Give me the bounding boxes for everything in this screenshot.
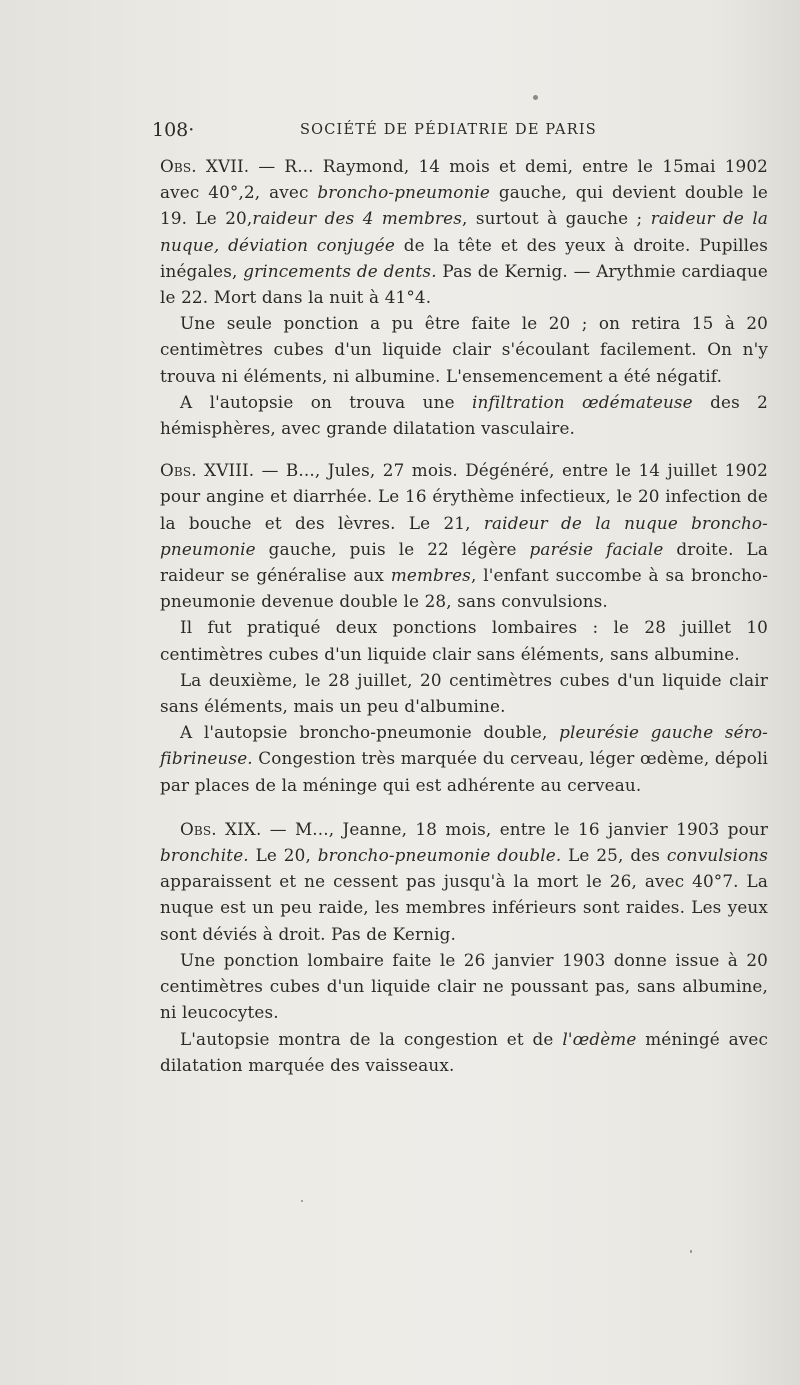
text-run: gauche, puis le 22 légère bbox=[255, 538, 530, 559]
paragraph bbox=[160, 816, 768, 947]
page-number: 108· bbox=[152, 119, 195, 141]
text-run: droite. La raideur se généralise aux bbox=[160, 538, 768, 586]
paragraph bbox=[160, 667, 768, 719]
italic-text: membres bbox=[390, 565, 471, 586]
italic-text: raideur de la nuque broncho-pneumonie bbox=[160, 512, 769, 559]
italic-text: infiltration œdémateuse bbox=[472, 391, 693, 412]
text-run: . XIX. — M..., Jeanne, 18 mois, entre le 16 janvier 1903 pour bbox=[211, 818, 768, 839]
paragraph bbox=[160, 947, 768, 1026]
italic-text: broncho-pneumonie bbox=[317, 182, 491, 203]
text-run: Le 20, bbox=[248, 845, 318, 866]
obs-label: Obs bbox=[160, 460, 192, 481]
text-run: méningé avec dilatation marquée des vaisseaux. bbox=[160, 1028, 768, 1075]
italic-text: parésie faciale bbox=[529, 538, 664, 559]
paragraph bbox=[160, 153, 768, 310]
paragraph bbox=[160, 310, 768, 389]
paragraph bbox=[160, 614, 768, 666]
obs-label: Obs bbox=[160, 156, 192, 176]
text-run: . XVIII. — B..., Jules, 27 mois. Dégénéré, entre le 14 juillet 1902 pour angine et diarrhée. Le 16 érythème infectieux, le 20 infection de la bouche et des lèvres. Le 21, bbox=[160, 460, 768, 533]
obs-label: Obs bbox=[180, 818, 212, 839]
text-run: , l'enfant succombe à sa broncho-pneumonie devenue double le 28, sans convulsions. bbox=[160, 565, 769, 612]
paragraph bbox=[160, 719, 768, 798]
text-run: A l'autopsie broncho-pneumonie double, bbox=[180, 722, 560, 743]
italic-text: raideur de la nuque, déviation conjugée bbox=[160, 208, 768, 255]
text-run: La deuxième, le 28 juillet, 20 centimètres cubes d'un liquide clair sans éléments, mais un peu d'albumine. bbox=[160, 669, 768, 717]
text-run: , surtout à gauche ; bbox=[462, 208, 651, 229]
body-text bbox=[160, 153, 768, 1078]
text-run: apparaissent et ne cessent pas jusqu'à la mort le 26, avec 40°7. La nuque est un peu raide, les membres inférieurs sont raides. Les yeux sont déviés à droit. Pas de Kernig. bbox=[160, 871, 768, 944]
text-run: Il fut pratiqué deux ponctions lombaires : le 28 juillet 10 centimètres cubes d'un liquide clair sans éléments, sans albumine. bbox=[160, 617, 768, 664]
running-title: SOCIÉTÉ DE PÉDIATRIE DE PARIS bbox=[300, 122, 597, 138]
text-run: gauche, qui devient double le 19. Le 20, bbox=[160, 182, 768, 229]
italic-text: convulsions bbox=[666, 845, 769, 866]
italic-text: pleurésie gauche séro-fibrineuse. bbox=[160, 722, 768, 769]
paragraph bbox=[160, 389, 768, 441]
text-run: Congestion très marquée du cerveau, léger œdème, dépoli par places de la méninge qui est adhérente au cerveau. bbox=[160, 748, 768, 795]
text-run: des 2 hémisphères, avec grande dilatation vasculaire. bbox=[160, 391, 768, 439]
text-run: Une seule ponction a pu être faite le 20 ; on retira 15 à 20 centimètres cubes d'un liquide clair s'écoulant facilement. On n'y trouva ni éléments, ni albumine. L'ensemencement a été négatif. bbox=[160, 313, 768, 386]
text-run: A l'autopsie on trouva une bbox=[180, 391, 472, 412]
text-run: Le 25, des bbox=[561, 845, 667, 866]
text-run: Pas de Kernig. — Arythmie cardiaque le 22. Mort dans la nuit à 41°4. bbox=[160, 260, 768, 308]
text-run: . XVII. — R... Raymond, 14 mois et demi, entre le 15mai 1902 avec 40°,2, avec bbox=[160, 156, 768, 203]
italic-text: raideur des 4 membres bbox=[252, 208, 463, 229]
text-run: Une ponction lombaire faite le 26 janvier 1903 donne issue à 20 centimètres cubes d'un liquide clair ne poussant pas, sans albumine, ni leucocytes. bbox=[160, 949, 768, 1023]
text-run: L'autopsie montra de la congestion et de bbox=[180, 1028, 563, 1049]
paragraph bbox=[160, 457, 768, 614]
italic-text: broncho-pneumonie double. bbox=[317, 845, 562, 866]
italic-text: l'œdème bbox=[562, 1028, 637, 1049]
page-header bbox=[152, 119, 752, 141]
text-run: de la tête et des yeux à droite. Pupilles inégales, bbox=[160, 234, 768, 281]
italic-text: bronchite. bbox=[160, 845, 249, 866]
paragraph bbox=[160, 1026, 768, 1078]
italic-text: grincements de dents. bbox=[243, 260, 437, 281]
